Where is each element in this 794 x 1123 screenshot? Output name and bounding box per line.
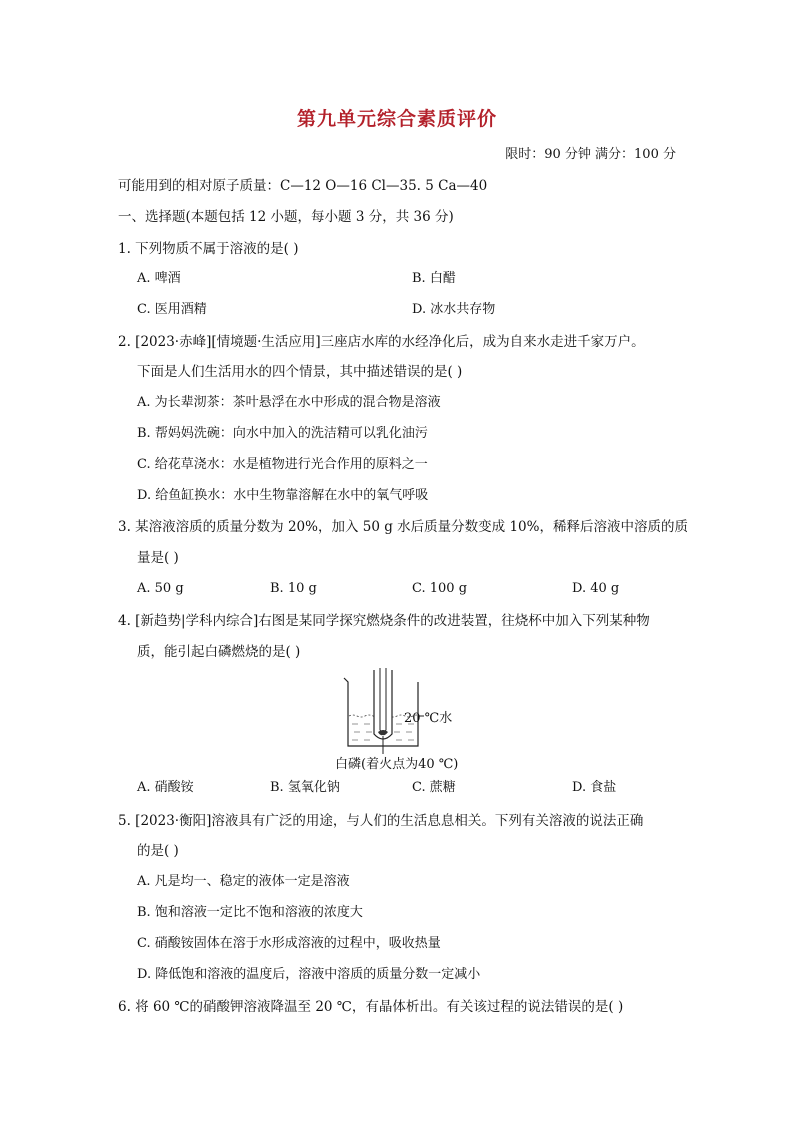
question-4-option-a: A. 硝酸铵 — [137, 780, 194, 795]
question-5-stem-line-1: 5. [2023·衡阳]溶液具有广泛的用途，与人们的生活息息相关。下列有关溶液的说法正确 — [118, 813, 644, 829]
question-5-option-a: A. 凡是均一、稳定的液体一定是溶液 — [137, 874, 350, 889]
question-5-stem-line-2: 的是( ) — [137, 843, 179, 859]
atomic-mass-note: 可能用到的相对原子质量：C—12 O—16 Cl—35. 5 Ca—40 — [118, 178, 488, 194]
question-2-stem-line-2: 下面是人们生活用水的四个情景，其中描述错误的是( ) — [137, 364, 463, 380]
question-3-stem-line-2: 量是( ) — [137, 550, 179, 566]
question-5-option-c: C. 硝酸铵固体在溶于水形成溶液的过程中，吸收热量 — [137, 936, 441, 951]
question-3-option-d: D. 40 g — [572, 581, 620, 596]
question-1-option-b: B. 白醋 — [412, 271, 456, 286]
question-4-option-d: D. 食盐 — [572, 780, 617, 795]
question-4-option-c: C. 蔗糖 — [412, 780, 456, 795]
question-1-stem: 1. 下列物质不属于溶液的是( ) — [118, 241, 299, 257]
question-3-stem-line-1: 3. 某溶液溶质的质量分数为 20%，加入 50 g 水后质量分数变成 10%，稀释后溶液中溶质的质 — [118, 519, 688, 535]
question-3-option-c: C. 100 g — [412, 581, 468, 596]
question-4-stem-line-2: 质，能引起白磷燃烧的是( ) — [137, 644, 301, 660]
question-4-option-b: B. 氢氧化钠 — [270, 780, 340, 795]
question-1-option-a: A. 啤酒 — [137, 271, 181, 286]
question-3-option-b: B. 10 g — [270, 581, 317, 596]
question-5-option-d: D. 降低饱和溶液的温度后，溶液中溶质的质量分数一定减小 — [137, 967, 481, 982]
question-5-option-b: B. 饱和溶液一定比不饱和溶液的浓度大 — [137, 905, 363, 920]
question-2-option-a: A. 为长辈沏茶：茶叶悬浮在水中形成的混合物是溶液 — [137, 395, 441, 410]
phosphorus-label: 白磷(着火点为40 ℃) — [335, 757, 459, 772]
question-2-option-d: D. 给鱼缸换水：水中生物靠溶解在水中的氧气呼吸 — [137, 488, 429, 503]
question-4-stem-line-1: 4. [新趋势|学科内综合]右图是某同学探究燃烧条件的改进装置，往烧杯中加入下列某种物 — [118, 613, 650, 629]
question-2-stem-line-1: 2. [2023·赤峰][情境题·生活应用]三座店水库的水经净化后，成为自来水走进千家万户。 — [118, 334, 645, 350]
question-1-option-c: C. 医用酒精 — [137, 302, 207, 317]
question-6-stem: 6. 将 60 ℃的硝酸钾溶液降温至 20 ℃，有晶体析出。有关该过程的说法错误的是( ) — [118, 999, 624, 1015]
time-limit: 限时：90 分钟 满分：100 分 — [505, 147, 676, 162]
page-title: 第九单元综合素质评价 — [296, 108, 497, 130]
question-2-option-b: B. 帮妈妈洗碗：向水中加入的洗洁精可以乳化油污 — [137, 426, 428, 441]
beaker-figure — [330, 668, 490, 776]
question-1-option-d: D. 冰水共存物 — [412, 302, 496, 317]
water-label: 20 ℃水 — [404, 711, 453, 726]
question-3-option-a: A. 50 g — [137, 581, 184, 596]
section-heading: 一、选择题(本题包括 12 小题，每小题 3 分，共 36 分) — [118, 209, 454, 225]
question-2-option-c: C. 给花草浇水：水是植物进行光合作用的原料之一 — [137, 457, 428, 472]
